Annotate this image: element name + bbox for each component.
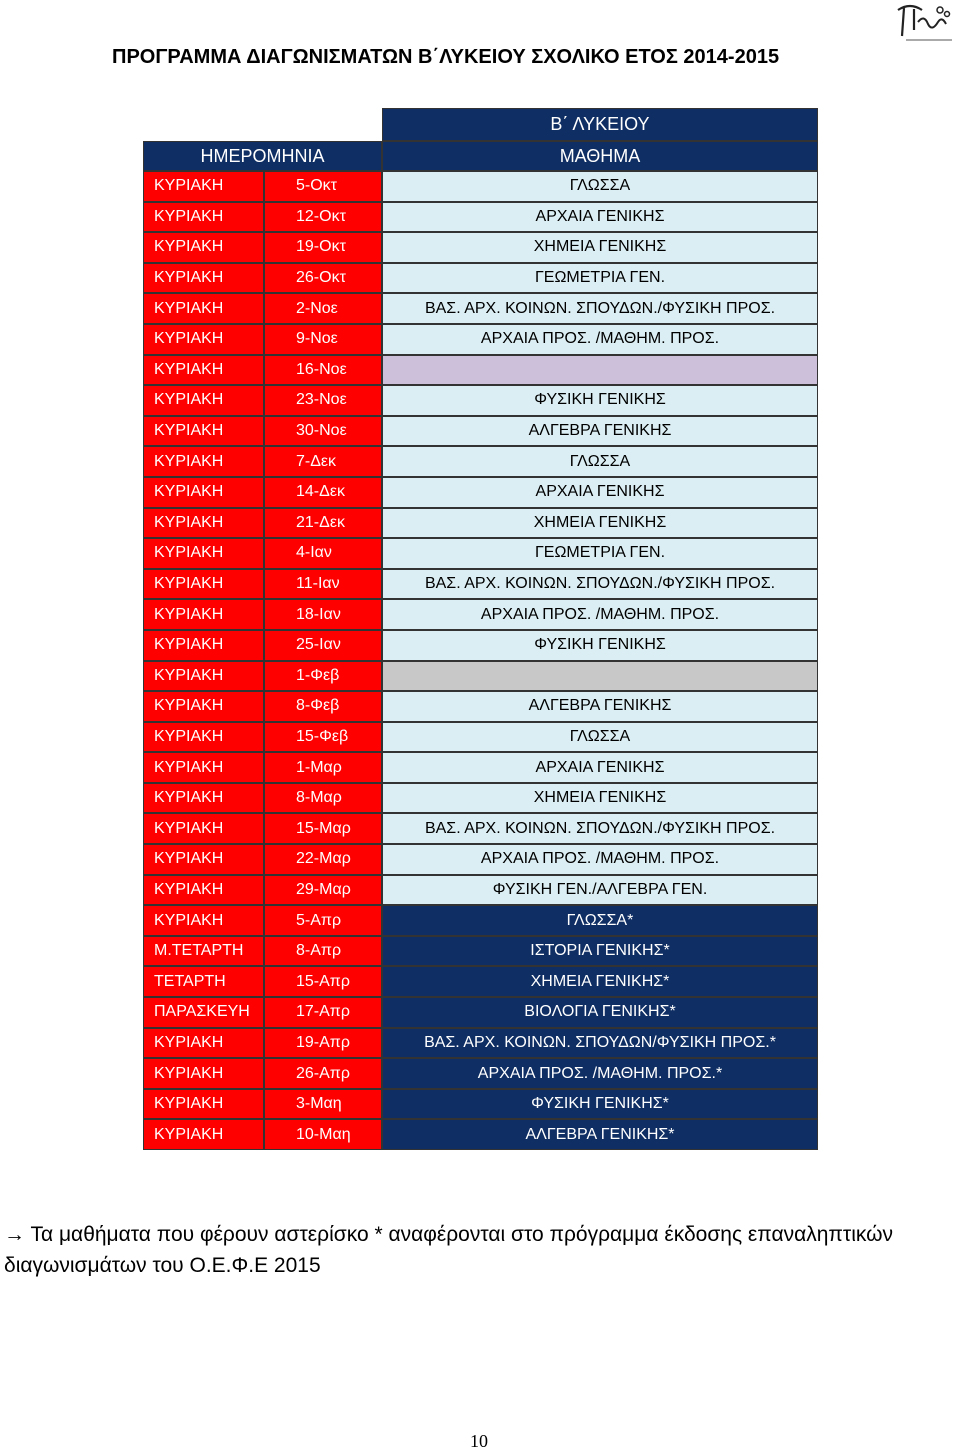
date-cell: 16-Νοε bbox=[264, 355, 382, 386]
table-row bbox=[143, 263, 818, 294]
table-row bbox=[143, 1028, 818, 1059]
table-row bbox=[143, 385, 818, 416]
subject-cell: ΑΡΧΑΙΑ ΓΕΝΙΚΗΣ bbox=[382, 202, 818, 233]
table-row bbox=[143, 538, 818, 569]
table-row bbox=[143, 752, 818, 783]
table-row bbox=[143, 875, 818, 906]
date-cell: 21-Δεκ bbox=[264, 508, 382, 539]
subject-cell: ΓΛΩΣΣΑ bbox=[382, 722, 818, 753]
day-cell: ΚΥΡΙΑΚΗ bbox=[143, 446, 264, 477]
subject-cell: ΧΗΜΕΙΑ ΓΕΝΙΚΗΣ bbox=[382, 232, 818, 263]
day-cell: ΚΥΡΙΑΚΗ bbox=[143, 661, 264, 692]
table-row bbox=[143, 997, 818, 1028]
subject-cell: ΑΡΧΑΙΑ ΠΡΟΣ. /ΜΑΘΗΜ. ΠΡΟΣ.* bbox=[382, 1058, 818, 1089]
subject-cell: ΒΑΣ. ΑΡΧ. ΚΟΙΝΩΝ. ΣΠΟΥΔΩΝ./ΦΥΣΙΚΗ ΠΡΟΣ. bbox=[382, 813, 818, 844]
subject-cell bbox=[382, 355, 818, 386]
table-row bbox=[143, 416, 818, 447]
date-cell: 17-Απρ bbox=[264, 997, 382, 1028]
subject-header: ΜΑΘΗΜΑ bbox=[382, 141, 818, 171]
day-cell: ΚΥΡΙΑΚΗ bbox=[143, 783, 264, 814]
date-cell: 25-Ιαν bbox=[264, 630, 382, 661]
date-cell: 23-Νοε bbox=[264, 385, 382, 416]
table-row bbox=[143, 508, 818, 539]
subject-cell: ΑΡΧΑΙΑ ΠΡΟΣ. /ΜΑΘΗΜ. ΠΡΟΣ. bbox=[382, 844, 818, 875]
table-row bbox=[143, 1058, 818, 1089]
page-number: 10 bbox=[470, 1431, 488, 1451]
table-row bbox=[143, 171, 818, 202]
table-row bbox=[143, 324, 818, 355]
subject-cell: ΑΡΧΑΙΑ ΠΡΟΣ. /ΜΑΘΗΜ. ΠΡΟΣ. bbox=[382, 599, 818, 630]
table-row bbox=[143, 232, 818, 263]
table-row bbox=[143, 966, 818, 997]
date-cell: 29-Μαρ bbox=[264, 875, 382, 906]
date-cell: 18-Ιαν bbox=[264, 599, 382, 630]
date-cell: 30-Νοε bbox=[264, 416, 382, 447]
table-row bbox=[143, 905, 818, 936]
day-cell: ΚΥΡΙΑΚΗ bbox=[143, 171, 264, 202]
subject-cell: ΑΛΓΕΒΡΑ ΓΕΝΙΚΗΣ bbox=[382, 416, 818, 447]
day-cell: ΚΥΡΙΑΚΗ bbox=[143, 232, 264, 263]
column-header-row bbox=[143, 141, 818, 171]
date-cell: 4-Ιαν bbox=[264, 538, 382, 569]
day-cell: ΚΥΡΙΑΚΗ bbox=[143, 691, 264, 722]
table-row bbox=[143, 661, 818, 692]
table-row bbox=[143, 630, 818, 661]
date-cell: 22-Μαρ bbox=[264, 844, 382, 875]
subject-cell: ΑΛΓΕΒΡΑ ΓΕΝΙΚΗΣ bbox=[382, 691, 818, 722]
header-spacer bbox=[143, 108, 382, 141]
day-cell: ΚΥΡΙΑΚΗ bbox=[143, 538, 264, 569]
date-cell: 11-Ιαν bbox=[264, 569, 382, 600]
subject-cell: ΦΥΣΙΚΗ ΓΕΝ./ΑΛΓΕΒΡΑ ΓΕΝ. bbox=[382, 875, 818, 906]
table-row bbox=[143, 569, 818, 600]
subject-cell: ΙΣΤΟΡΙΑ ΓΕΝΙΚΗΣ* bbox=[382, 936, 818, 967]
subject-cell: ΓΕΩΜΕΤΡΙΑ ΓΕΝ. bbox=[382, 263, 818, 294]
date-cell: 10-Μαη bbox=[264, 1119, 382, 1150]
day-cell: ΚΥΡΙΑΚΗ bbox=[143, 293, 264, 324]
table-row bbox=[143, 293, 818, 324]
day-cell: ΤΕΤΑΡΤΗ bbox=[143, 966, 264, 997]
date-cell: 5-Οκτ bbox=[264, 171, 382, 202]
praxis-logo bbox=[892, 0, 958, 46]
subject-cell: ΒΑΣ. ΑΡΧ. ΚΟΙΝΩΝ. ΣΠΟΥΔΩΝ/ΦΥΣΙΚΗ ΠΡΟΣ.* bbox=[382, 1028, 818, 1059]
date-cell: 15-Μαρ bbox=[264, 813, 382, 844]
subject-cell: ΦΥΣΙΚΗ ΓΕΝΙΚΗΣ bbox=[382, 630, 818, 661]
subject-cell: ΑΡΧΑΙΑ ΓΕΝΙΚΗΣ bbox=[382, 752, 818, 783]
table-row bbox=[143, 722, 818, 753]
day-cell: ΚΥΡΙΑΚΗ bbox=[143, 263, 264, 294]
subject-cell: ΧΗΜΕΙΑ ΓΕΝΙΚΗΣ bbox=[382, 783, 818, 814]
day-cell: ΚΥΡΙΑΚΗ bbox=[143, 1089, 264, 1120]
day-cell: ΚΥΡΙΑΚΗ bbox=[143, 1028, 264, 1059]
date-cell: 8-Φεβ bbox=[264, 691, 382, 722]
subject-cell: ΓΛΩΣΣΑ bbox=[382, 446, 818, 477]
date-cell: 5-Απρ bbox=[264, 905, 382, 936]
subject-cell: ΓΕΩΜΕΤΡΙΑ ΓΕΝ. bbox=[382, 538, 818, 569]
subject-cell: ΑΡΧΑΙΑ ΓΕΝΙΚΗΣ bbox=[382, 477, 818, 508]
date-cell: 19-Απρ bbox=[264, 1028, 382, 1059]
table-row bbox=[143, 936, 818, 967]
page-title: ΠΡΟΓΡΑΜΜΑ ΔΙΑΓΩΝΙΣΜΑΤΩΝ Β΄ΛΥΚΕΙΟΥ ΣΧΟΛΙΚΟ ΕΤΟΣ 2014-2015 bbox=[112, 46, 780, 68]
subject-cell: ΦΥΣΙΚΗ ΓΕΝΙΚΗΣ* bbox=[382, 1089, 818, 1120]
subject-cell: ΓΛΩΣΣΑ* bbox=[382, 905, 818, 936]
date-cell: 14-Δεκ bbox=[264, 477, 382, 508]
table-row bbox=[143, 202, 818, 233]
date-cell: 12-Οκτ bbox=[264, 202, 382, 233]
day-cell: ΚΥΡΙΑΚΗ bbox=[143, 416, 264, 447]
table-row bbox=[143, 446, 818, 477]
subject-cell bbox=[382, 661, 818, 692]
footnote: → Τα μαθήματα που φέρουν αστερίσκο * αναφέρονται στο πρόγραμμα έκδοσης επαναληπτικών διαγωνισμάτων του Ο.Ε.Φ.Ε 2015 bbox=[4, 1223, 894, 1277]
table-row bbox=[143, 844, 818, 875]
day-cell: ΚΥΡΙΑΚΗ bbox=[143, 905, 264, 936]
date-cell: 9-Νοε bbox=[264, 324, 382, 355]
table-row bbox=[143, 783, 818, 814]
subject-cell: ΦΥΣΙΚΗ ΓΕΝΙΚΗΣ bbox=[382, 385, 818, 416]
day-cell: Μ.ΤΕΤΑΡΤΗ bbox=[143, 936, 264, 967]
day-cell: ΚΥΡΙΑΚΗ bbox=[143, 202, 264, 233]
day-cell: ΚΥΡΙΑΚΗ bbox=[143, 1058, 264, 1089]
day-cell: ΚΥΡΙΑΚΗ bbox=[143, 324, 264, 355]
date-header: ΗΜΕΡΟΜΗΝΙΑ bbox=[143, 141, 382, 171]
day-cell: ΚΥΡΙΑΚΗ bbox=[143, 630, 264, 661]
table-row bbox=[143, 477, 818, 508]
table-row bbox=[143, 691, 818, 722]
date-cell: 7-Δεκ bbox=[264, 446, 382, 477]
table-row bbox=[143, 813, 818, 844]
day-cell: ΚΥΡΙΑΚΗ bbox=[143, 508, 264, 539]
day-cell: ΠΑΡΑΣΚΕΥΗ bbox=[143, 997, 264, 1028]
day-cell: ΚΥΡΙΑΚΗ bbox=[143, 477, 264, 508]
day-cell: ΚΥΡΙΑΚΗ bbox=[143, 1119, 264, 1150]
day-cell: ΚΥΡΙΑΚΗ bbox=[143, 813, 264, 844]
class-header: Β΄ ΛΥΚΕΙΟΥ bbox=[382, 108, 818, 141]
subject-cell: ΒΑΣ. ΑΡΧ. ΚΟΙΝΩΝ. ΣΠΟΥΔΩΝ./ΦΥΣΙΚΗ ΠΡΟΣ. bbox=[382, 569, 818, 600]
day-cell: ΚΥΡΙΑΚΗ bbox=[143, 599, 264, 630]
day-cell: ΚΥΡΙΑΚΗ bbox=[143, 355, 264, 386]
date-cell: 2-Νοε bbox=[264, 293, 382, 324]
day-cell: ΚΥΡΙΑΚΗ bbox=[143, 385, 264, 416]
table-row bbox=[143, 1119, 818, 1150]
class-header-row bbox=[143, 108, 818, 141]
date-cell: 8-Απρ bbox=[264, 936, 382, 967]
date-cell: 1-Μαρ bbox=[264, 752, 382, 783]
subject-cell: ΧΗΜΕΙΑ ΓΕΝΙΚΗΣ bbox=[382, 508, 818, 539]
day-cell: ΚΥΡΙΑΚΗ bbox=[143, 752, 264, 783]
date-cell: 1-Φεβ bbox=[264, 661, 382, 692]
subject-cell: ΓΛΩΣΣΑ bbox=[382, 171, 818, 202]
schedule-table bbox=[143, 108, 818, 1150]
subject-cell: ΧΗΜΕΙΑ ΓΕΝΙΚΗΣ* bbox=[382, 966, 818, 997]
date-cell: 26-Οκτ bbox=[264, 263, 382, 294]
table-body bbox=[143, 171, 818, 1150]
date-cell: 3-Μαη bbox=[264, 1089, 382, 1120]
subject-cell: ΒΙΟΛΟΓΙΑ ΓΕΝΙΚΗΣ* bbox=[382, 997, 818, 1028]
subject-cell: ΒΑΣ. ΑΡΧ. ΚΟΙΝΩΝ. ΣΠΟΥΔΩΝ./ΦΥΣΙΚΗ ΠΡΟΣ. bbox=[382, 293, 818, 324]
date-cell: 15-Απρ bbox=[264, 966, 382, 997]
day-cell: ΚΥΡΙΑΚΗ bbox=[143, 875, 264, 906]
date-cell: 19-Οκτ bbox=[264, 232, 382, 263]
date-cell: 26-Απρ bbox=[264, 1058, 382, 1089]
date-cell: 15-Φεβ bbox=[264, 722, 382, 753]
day-cell: ΚΥΡΙΑΚΗ bbox=[143, 722, 264, 753]
date-cell: 8-Μαρ bbox=[264, 783, 382, 814]
table-row bbox=[143, 1089, 818, 1120]
subject-cell: ΑΡΧΑΙΑ ΠΡΟΣ. /ΜΑΘΗΜ. ΠΡΟΣ. bbox=[382, 324, 818, 355]
day-cell: ΚΥΡΙΑΚΗ bbox=[143, 569, 264, 600]
table-row bbox=[143, 355, 818, 386]
table-row bbox=[143, 599, 818, 630]
day-cell: ΚΥΡΙΑΚΗ bbox=[143, 844, 264, 875]
subject-cell: ΑΛΓΕΒΡΑ ΓΕΝΙΚΗΣ* bbox=[382, 1119, 818, 1150]
